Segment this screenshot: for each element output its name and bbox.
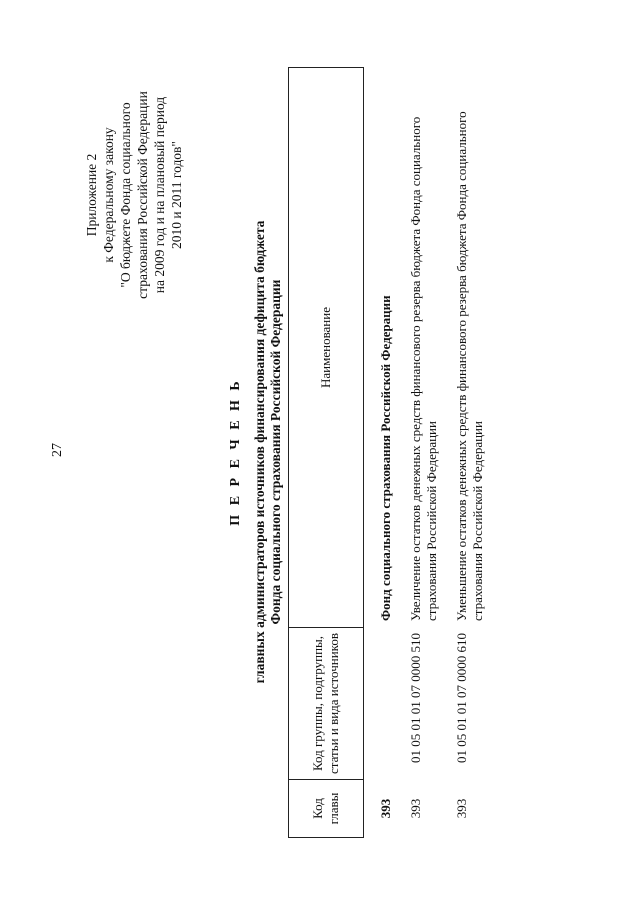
- title-subline: Фонда социального страхования Российской Федерации: [268, 279, 283, 625]
- cell-chapter-code: 393: [378, 798, 393, 819]
- cell-name: Фонд социального страхования Российской Федерации: [378, 295, 393, 621]
- cell-source-code: [364, 628, 401, 780]
- appendix-line: страхования Российской Федерации: [135, 91, 150, 299]
- document-title: [228, 102, 284, 802]
- table-row: [446, 68, 492, 838]
- cell-source-code: 01 05 01 01 07 0000 510: [408, 633, 423, 763]
- cell-chapter-code: 393: [454, 798, 469, 819]
- appendix-line: к Федеральному закону: [101, 127, 116, 263]
- appendix-line: на 2009 год и на плановый период: [152, 96, 167, 294]
- table-row: [400, 68, 446, 838]
- header-source-code: Код группы, подгруппы, статьи и вида источников: [289, 628, 364, 780]
- title-heading: П Е Р Е Ч Е Н Ь: [228, 378, 243, 526]
- title-subline: главных администраторов источников финансирования дефицита бюджета: [252, 220, 267, 684]
- appendix-line: "О бюджете Фонда социального: [118, 102, 133, 288]
- header-chapter-code: Код главы: [289, 780, 364, 838]
- appendix-reference: [83, 90, 185, 300]
- cell-chapter-code: 393: [408, 798, 423, 819]
- administrators-table: [288, 67, 492, 838]
- table-header-row: [289, 68, 364, 838]
- cell-name: Увеличение остатков денежных средств финансового резерва бюджета Фонда социального страхования Российской Федерации: [408, 116, 439, 621]
- appendix-line: 2010 и 2011 годов": [169, 141, 184, 249]
- appendix-line: Приложение 2: [84, 153, 99, 237]
- page-number: 27: [50, 443, 65, 457]
- rotated-document-sheet: [28, 42, 588, 862]
- cell-source-code: 01 05 01 01 07 0000 610: [454, 633, 469, 763]
- cell-name: Уменьшение остатков денежных средств финансового резерва бюджета Фонда социального страхования Российской Федерации: [454, 111, 485, 621]
- header-name: Наименование: [289, 68, 364, 628]
- table-row: [364, 68, 401, 838]
